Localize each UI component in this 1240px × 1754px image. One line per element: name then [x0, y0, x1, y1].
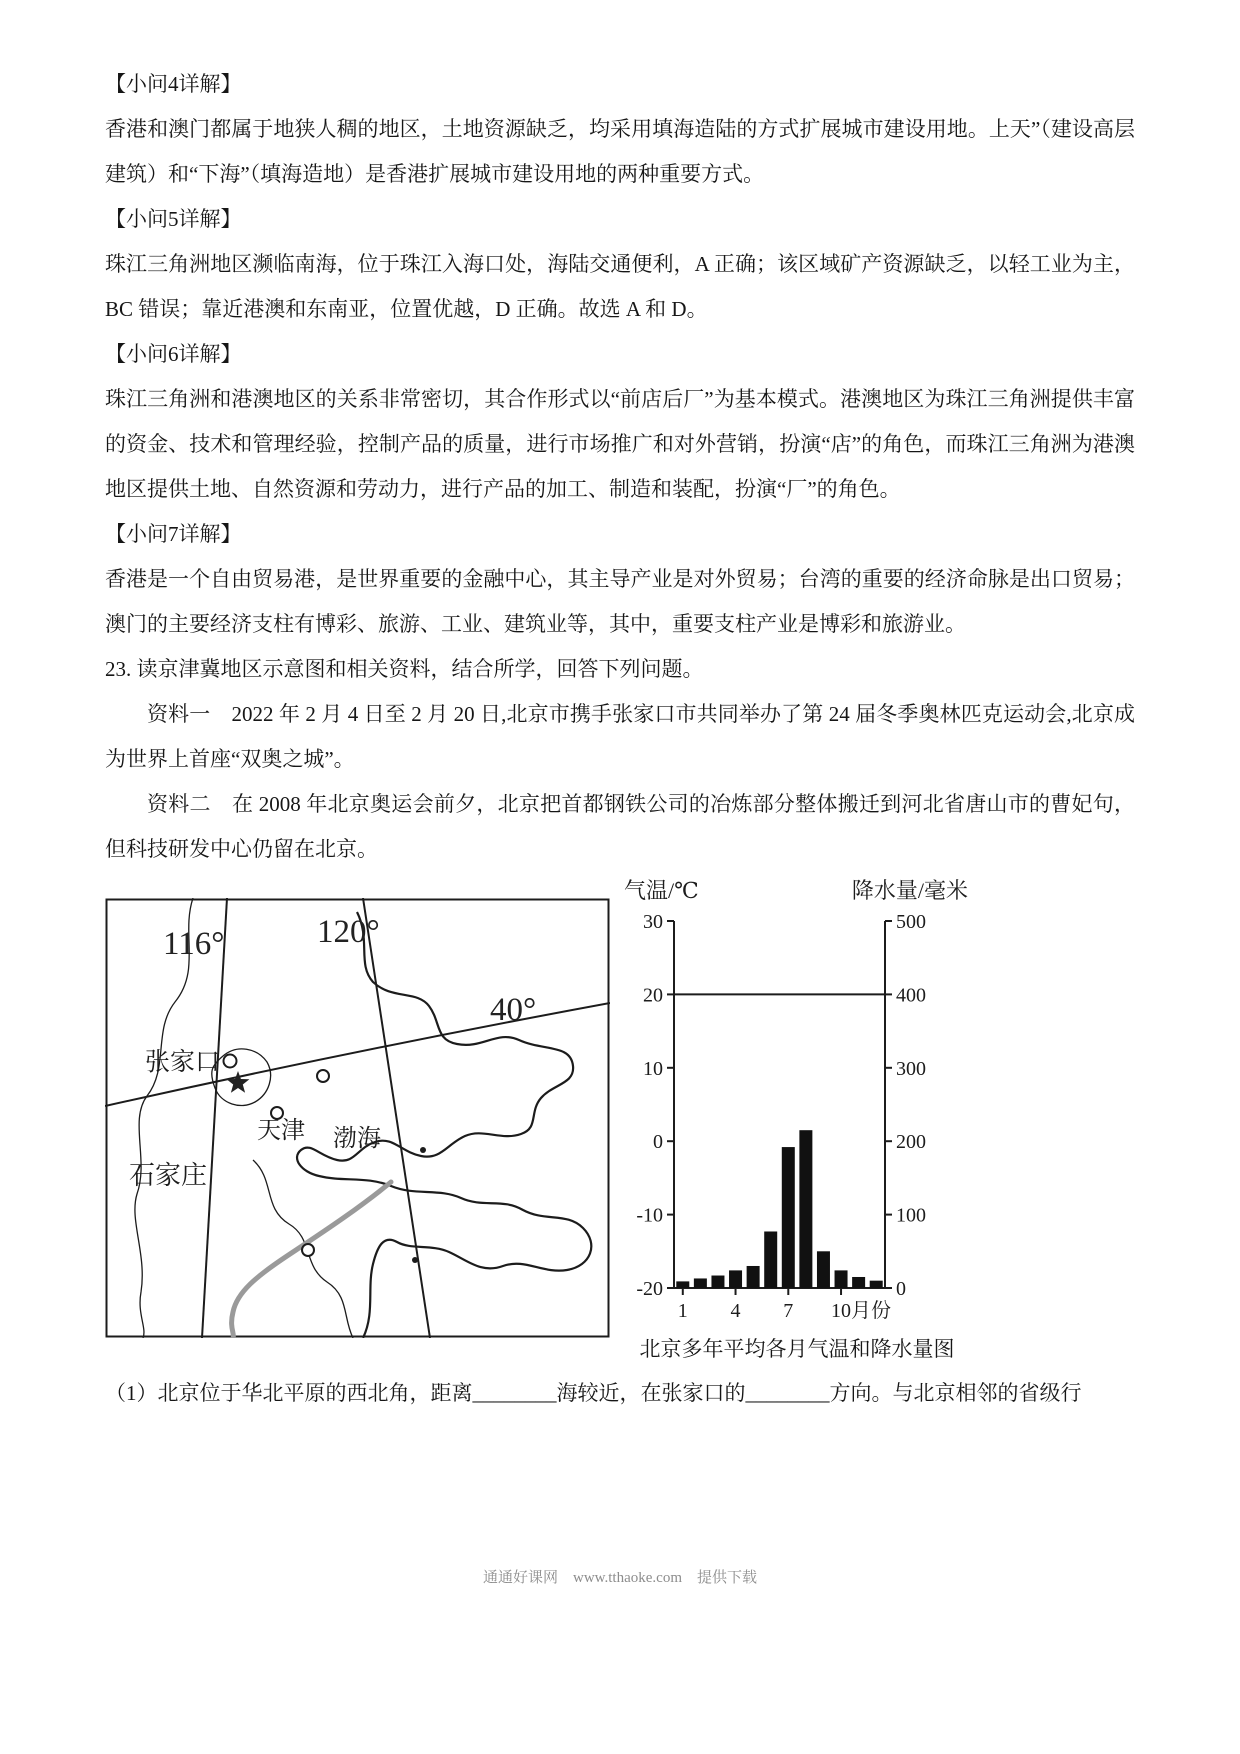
precip-bar-month-3 — [711, 1276, 724, 1288]
temp-tick-label: 20 — [643, 984, 663, 1007]
meridian-120-line — [363, 898, 430, 1338]
map-label-shijiazhuang: 石家庄 — [129, 1161, 208, 1190]
climate-chart-svg — [622, 876, 972, 1328]
precip-tick-label: 0 — [896, 1278, 906, 1300]
section-4-heading: 【小问4详解】 — [105, 72, 242, 96]
bohai-coastline — [297, 912, 591, 1338]
section-7-heading: 【小问7详解】 — [105, 522, 242, 546]
precip-tick-label: 200 — [896, 1131, 926, 1154]
precip-bar-month-12 — [870, 1281, 883, 1288]
temp-tick-label: -10 — [636, 1204, 663, 1227]
section-4-body: 香港和澳门都属于地狭人稠的地区，土地资源缺乏，均采用填海造陆的方式扩展城市建设用地。上天”（建设高层建筑）和“下海”（填海造地）是香港扩展城市建设用地的两种重要方式。 — [105, 117, 1135, 186]
chart-plot-area — [636, 911, 926, 1322]
section-6-heading: 【小问6详解】 — [105, 342, 242, 366]
material-1: 资料一 2022 年 2 月 4 日至 2 月 20 日,北京市携手张家口市共同举办了第 24 届冬季奥林匹克运动会,北京成为世界上首座“双奥之城”。 — [105, 702, 1135, 771]
precip-tick-label: 100 — [896, 1204, 926, 1227]
figure-block — [105, 876, 1135, 1363]
month-tick-label: 10月份 — [831, 1300, 892, 1322]
temp-axis-title: 气温/℃ — [624, 878, 699, 903]
map-label-lon116: 116° — [163, 926, 225, 962]
month-tick-label: 1 — [677, 1300, 688, 1322]
page-footer: 通通好课网 www.tthaoke.com 提供下载 — [482, 1570, 757, 1586]
precip-bar-month-11 — [852, 1277, 865, 1288]
city-marker-south — [302, 1244, 314, 1256]
city-marker — [317, 1070, 329, 1082]
precip-bar-month-4 — [729, 1270, 742, 1288]
precip-bar-month-1 — [676, 1281, 689, 1288]
map-label-lon120: 120° — [317, 914, 380, 950]
meridian-116-line — [202, 898, 227, 1338]
chart-caption: 北京多年平均各月气温和降水量图 — [639, 1337, 955, 1361]
month-tick-label: 4 — [730, 1300, 741, 1322]
precip-bar-month-6 — [764, 1231, 777, 1288]
jingjinji-region-map — [105, 898, 610, 1338]
temp-tick-label: 0 — [653, 1131, 663, 1154]
precip-bar-month-10 — [835, 1270, 848, 1288]
map-label-lat40: 40° — [490, 992, 537, 1028]
section-6-body: 珠江三角洲和港澳地区的关系非常密切，其合作形式以“前店后厂”为基本模式。港澳地区为珠江三角洲提供丰富的资金、技术和管理经验，控制产品的质量，进行市场推广和对外营销，扮演“店”的角色，而珠江三角洲为港澳地区提供土地、自然资源和劳动力，进行产品的加工、制造和装配，扮演“厂”的角色。 — [105, 387, 1135, 501]
temp-tick-label: -20 — [636, 1278, 663, 1300]
material-2: 资料二 在 2008 年北京奥运会前夕，北京把首都钢铁公司的冶炼部分整体搬迁到河北省唐山市的曹妃句，但科技研发中心仍留在北京。 — [105, 792, 1135, 861]
precip-tick-label: 500 — [896, 911, 926, 933]
precip-bar-month-9 — [817, 1251, 830, 1288]
question-23-intro: 23. 读京津冀地区示意图和相关资料，结合所学，回答下列问题。 — [105, 657, 704, 681]
temp-tick-label: 30 — [643, 911, 663, 933]
zhangjiakou-city-marker — [224, 1055, 237, 1068]
section-7-body: 香港是一个自由贸易港，是世界重要的金融中心，其主导产业是对外贸易；台湾的重要的经济命脉是出口贸易；澳门的主要经济支柱有博彩、旅游、工业、建筑业等，其中，重要支柱产业是博彩和旅游业。 — [105, 567, 1135, 636]
climate-chart-block — [622, 876, 972, 1363]
precip-axis-title: 降水量/毫米 — [851, 878, 968, 903]
precip-bar-month-2 — [694, 1278, 707, 1288]
map-label-tianjin: 天津 — [257, 1118, 305, 1144]
map-label-bohai: 渤海 — [333, 1126, 381, 1152]
month-tick-label: 7 — [783, 1300, 794, 1322]
precip-bar-month-7 — [782, 1147, 795, 1288]
island-dot-2 — [412, 1257, 418, 1263]
sub-question-1: （1）北京位于华北平原的西北角，距离________海较近，在张家口的________方向。与北京相邻的省级行 — [105, 1381, 1082, 1405]
precip-tick-label: 300 — [896, 1057, 926, 1080]
map-label-zhangjiakou: 张家口 — [145, 1049, 221, 1076]
section-5-body: 珠江三角洲地区濒临南海，位于珠江入海口处，海陆交通便利，A 正确；该区域矿产资源缺乏，以轻工业为主，BC 错误；靠近港澳和东南亚，位置优越，D 正确。故选 A 和 D。 — [105, 252, 1135, 321]
precip-bar-month-8 — [799, 1130, 812, 1288]
temp-tick-label: 10 — [643, 1057, 663, 1080]
section-5-heading: 【小问5详解】 — [105, 207, 242, 231]
precip-bar-month-5 — [747, 1266, 760, 1288]
island-dot — [420, 1147, 426, 1153]
precip-tick-label: 400 — [896, 984, 926, 1007]
province-boundary-west — [135, 898, 193, 1338]
